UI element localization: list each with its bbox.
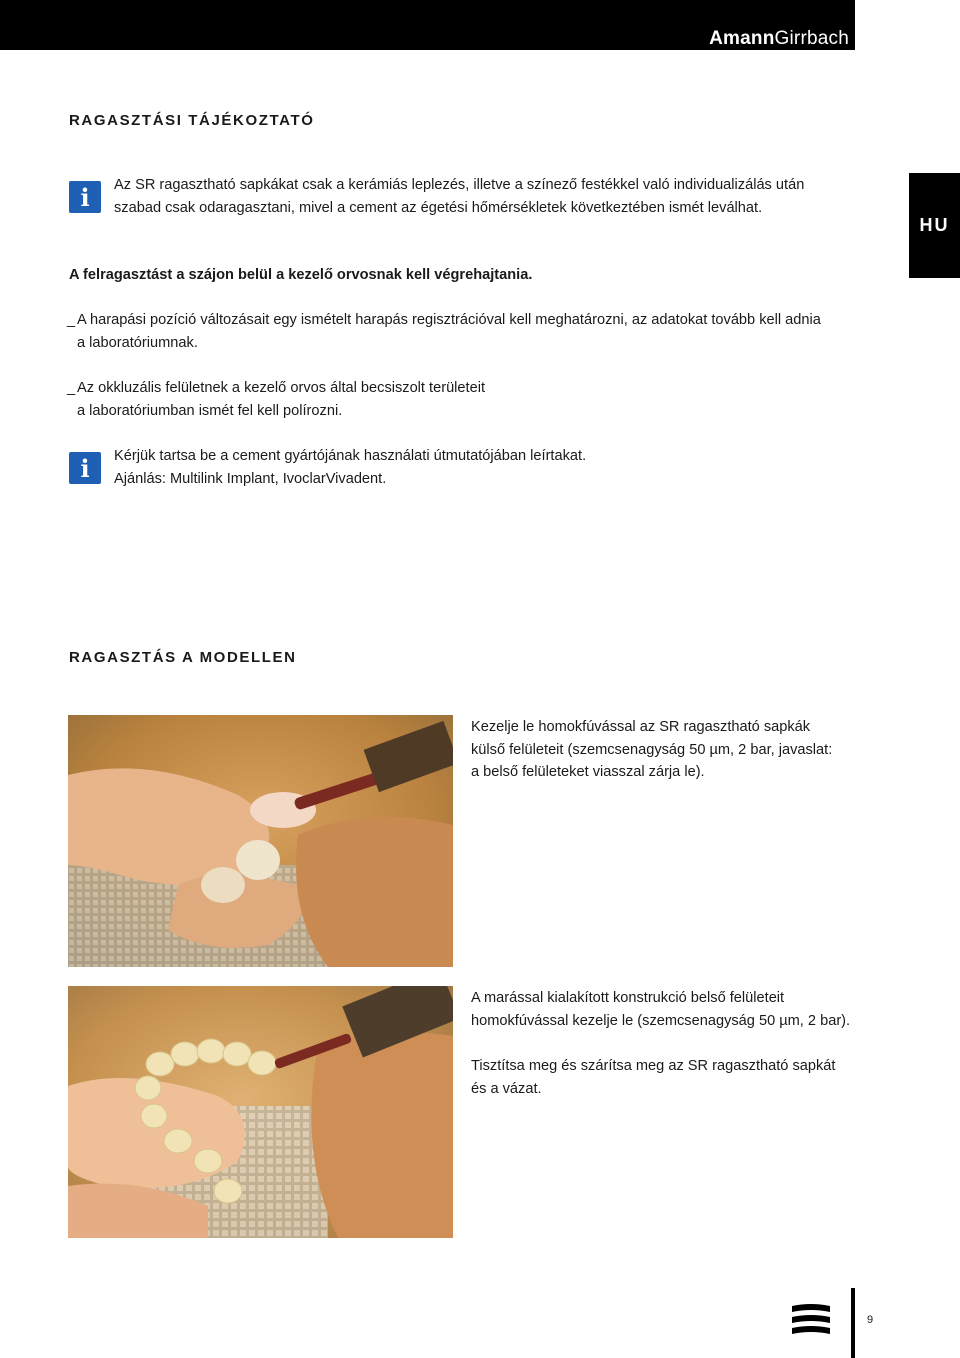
footer-divider (851, 1288, 855, 1358)
bullet-1-line-2: a laboratóriumnak. (77, 334, 198, 351)
step-2-line-2: homokfúvással kezelje le (szemcsenagyság 50 µm, 2 bar). (471, 1012, 851, 1029)
step-1-line-3: a belső felületeket viasszal zárja le). (471, 764, 705, 780)
info-icon: i (69, 181, 101, 213)
page-number: 9 (867, 1314, 874, 1326)
bold-note: A felragasztást a szájon belül a kezelő orvosnak kell végrehajtania. (69, 267, 533, 283)
step-3-text (471, 1055, 835, 1100)
bullet-2-line-1: Az okkluzális felületnek a kezelő orvos által becsiszolt területeit (77, 380, 486, 396)
header-bar (0, 0, 855, 50)
info-note-2-line-2: Ajánlás: Multilink Implant, IvoclarVivadent. (114, 470, 387, 487)
step-3-line-2: és a vázat. (471, 1080, 542, 1097)
brand-name-regular: Girrbach (774, 28, 849, 49)
photo-sandblasting-framework (68, 986, 453, 1238)
bullet-item-1 (67, 309, 821, 354)
info-note-1 (114, 174, 804, 219)
step-1-line-1: Kezelje le homokfúvással az SR ragasztható sapkák (471, 719, 811, 735)
brand-logo (709, 28, 849, 50)
info-note-1-line-2: szabad csak odaragasztani, mivel a cement az égetési hőmérsékletek következtében ismét leválhat. (114, 199, 763, 216)
info-note-2-line-1: Kérjük tartsa be a cement gyártójának használati útmutatójában leírtakat. (114, 448, 587, 464)
info-icon: i (69, 452, 101, 484)
bullet-dash: _ (67, 380, 76, 396)
footer-brand-icon (790, 1303, 832, 1346)
step-1-line-2: külső felületeit (szemcsenagyság 50 µm, 2 bar, javaslat: (471, 741, 833, 758)
info-note-2 (114, 445, 586, 490)
section-title-adhesion-info: RAGASZTÁSI TÁJÉKOZTATÓ (69, 112, 315, 129)
step-1-text (471, 716, 832, 784)
photo-sandblasting-caps (68, 715, 453, 967)
step-2-line-1: A marással kialakított konstrukció belső felületeit (471, 990, 785, 1006)
bullet-item-2 (67, 377, 485, 422)
brand-name-bold: Amann (709, 28, 775, 49)
bullet-1-line-1: A harapási pozíció változásait egy ismételt harapás regisztrációval kell meghatározni, az adatokat tovább kell adnia (77, 312, 821, 328)
bullet-dash: _ (67, 312, 76, 328)
info-note-1-line-1: Az SR ragasztható sapkákat csak a kerámiás leplezés, illetve a színező festékkel való individualizálás után (114, 177, 805, 193)
section-title-model-bonding: RAGASZTÁS A MODELLEN (69, 649, 297, 666)
bullet-2-line-2: a laboratóriumban ismét fel kell polírozni. (77, 402, 343, 419)
step-2-text (471, 987, 850, 1032)
step-3-line-1: Tisztítsa meg és szárítsa meg az SR ragasztható sapkát (471, 1058, 836, 1074)
language-tab: HU (909, 173, 960, 278)
